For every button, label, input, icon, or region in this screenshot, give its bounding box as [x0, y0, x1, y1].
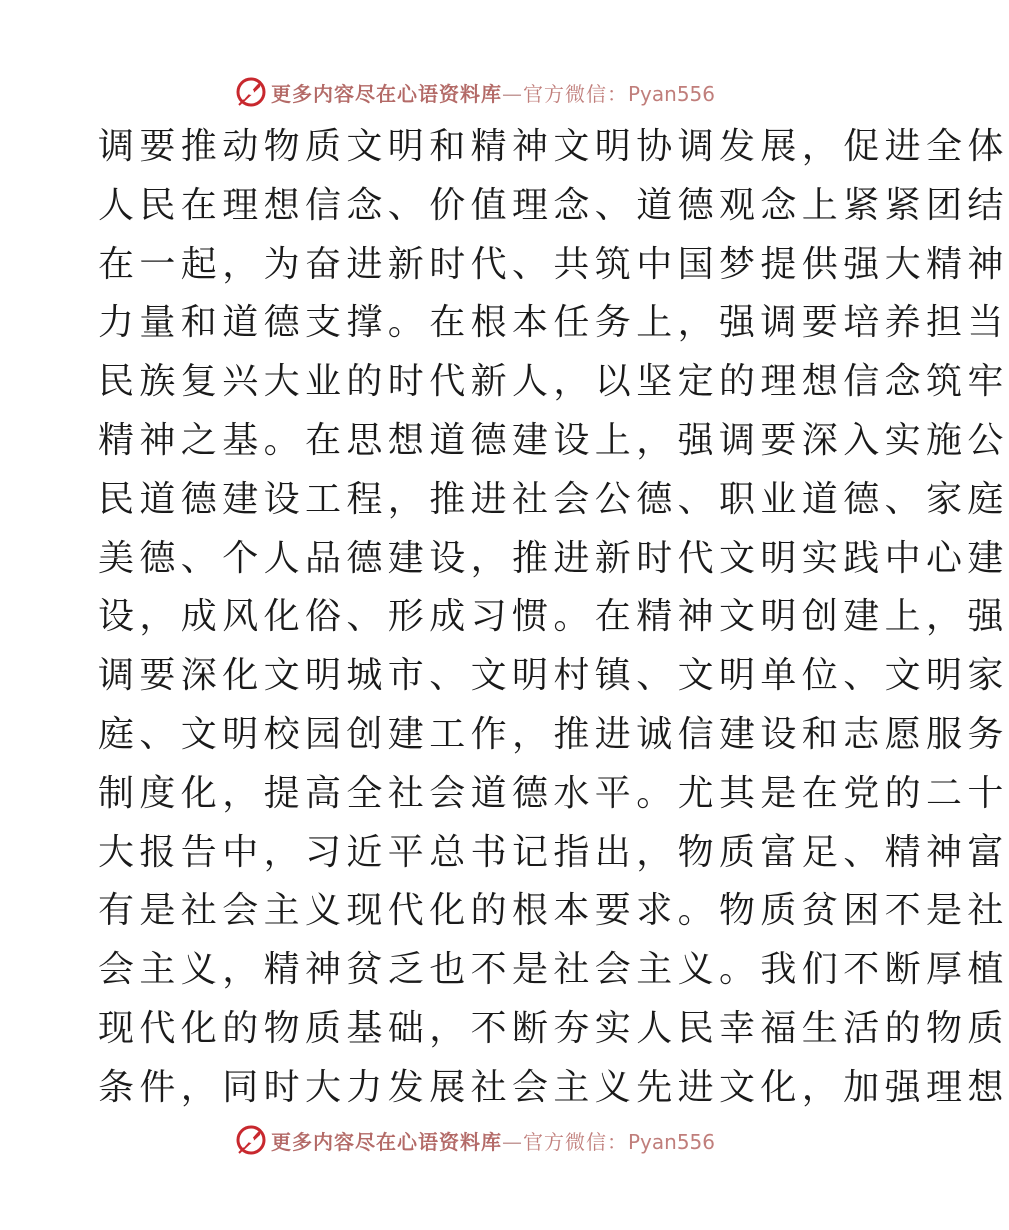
banner-title: 更多内容尽在心语资料库 [270, 1129, 502, 1154]
text-line: 条件，同时大力发展社会主义先进文化，加强理想 [98, 1066, 1009, 1108]
text-line: 力量和道德支撑。在根本任务上，强调要培养担当 [98, 302, 1009, 344]
quill-logo-icon [235, 1124, 267, 1156]
text-line: 人民在理想信念、价值理念、道德观念上紧紧团结 [98, 184, 1009, 226]
banner-dash: — [501, 81, 523, 106]
text-line: 调要深化文明城市、文明村镇、文明单位、文明家 [98, 655, 1009, 697]
text-line: 在一起，为奋进新时代、共筑中国梦提供强大精神 [98, 243, 1009, 285]
banner-wechat-label: 官方微信： [522, 1129, 628, 1154]
banner-wechat-id: Pyan556 [627, 1129, 715, 1154]
banner-dash: — [501, 1129, 523, 1154]
text-line: 大报告中，习近平总书记指出，物质富足、精神富 [98, 831, 1009, 873]
text-line: 民道德建设工程，推进社会公德、职业道德、家庭 [98, 478, 1009, 520]
banner-title: 更多内容尽在心语资料库 [270, 81, 502, 106]
text-line: 制度化，提高全社会道德水平。尤其是在党的二十 [98, 772, 1009, 814]
banner-wechat-label: 官方微信： [522, 81, 628, 106]
banner-wechat-id: Pyan556 [627, 81, 715, 106]
quill-logo-icon [235, 76, 267, 108]
header-watermark [0, 72, 950, 112]
text-line: 有是社会主义现代化的根本要求。物质贫困不是社 [98, 890, 1009, 932]
text-line: 美德、个人品德建设，推进新时代文明实践中心建 [98, 537, 1009, 579]
text-line: 调要推动物质文明和精神文明协调发展，促进全体 [98, 126, 1009, 167]
text-line: 会主义，精神贫乏也不是社会主义。我们不断厚植 [98, 949, 1009, 991]
text-line: 庭、文明校园创建工作，推进诚信建设和志愿服务 [98, 713, 1009, 755]
text-line: 设，成风化俗、形成习惯。在精神文明创建上，强 [98, 596, 1009, 638]
text-line: 精神之基。在思想道德建设上，强调要深入实施公 [98, 419, 1009, 461]
text-line: 民族复兴大业的时代新人，以坚定的理想信念筑牢 [98, 361, 1009, 403]
text-line: 现代化的物质基础，不断夯实人民幸福生活的物质 [98, 1007, 1009, 1049]
footer-watermark [0, 1120, 950, 1160]
document-body [98, 118, 1009, 1118]
